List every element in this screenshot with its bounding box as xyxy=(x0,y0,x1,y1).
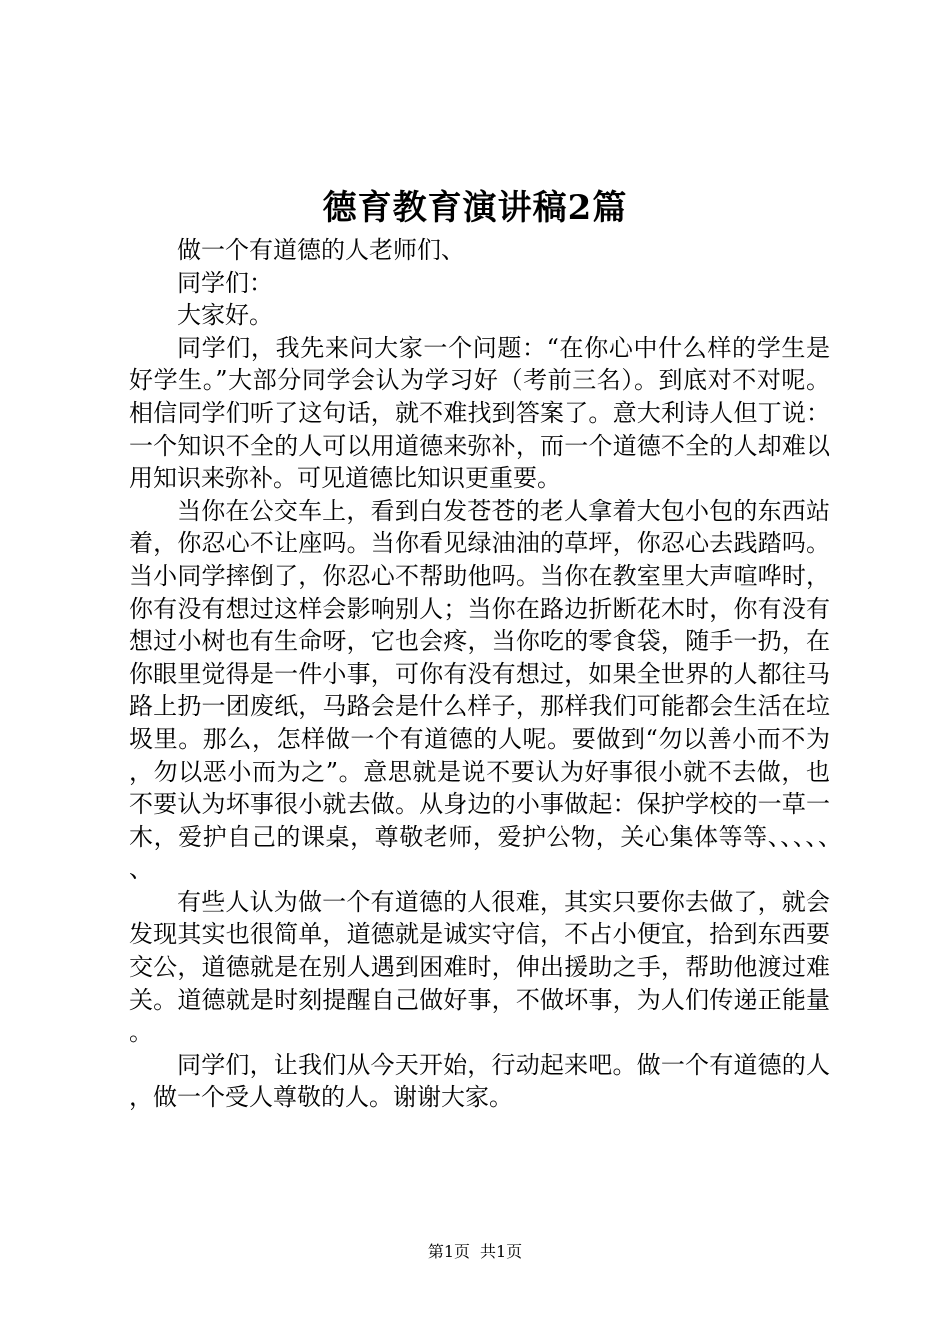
paragraph-greeting: 做一个有道德的人老师们、 xyxy=(177,236,465,264)
page-number: 第1页 xyxy=(427,1242,470,1261)
paragraph-examples: 当你在公交车上，看到白发苍苍的老人拿着大包小包的东西站着，你忍心不让座吗。当你看见绿油油的草坪，你忍心去践踏吗。当小同学摔倒了，你忍心不帮助他吗。当你在教室里大声喧哗时，你有没有想过这样会影响别人；当你在路边折断花木时，你有没有想过小树也有生命呀，它也会疼，当你吃的零食袋，随手一扔，在你眼里觉得是一件小事，可你有没有想过，如果全世界的人都往马路上扔一团废纸，马路会是什么样子，那样我们可能都会生活在垃圾里。那么，怎样做一个有道德的人呢。要做到“勿以善小而不为，勿以恶小而为之”。意思就是说不要认为好事很小就不去做，也不要认为坏事很小就去做。从身边的小事做起：保护学校的一草一木，爱护自己的课桌，尊敬老师，爱护公物，关心集体等等、、、、、、 xyxy=(129,496,830,884)
paragraph-hello: 大家好。 xyxy=(177,301,273,330)
document-body xyxy=(129,234,830,1114)
paragraph-closing: 同学们，让我们从今天开始，行动起来吧。做一个有道德的人，做一个受人尊敬的人。谢谢大家。 xyxy=(129,1050,830,1112)
paragraph-audience: 同学们： xyxy=(177,268,273,297)
page-total: 共1页 xyxy=(480,1242,523,1261)
paragraph-morality: 有些人认为做一个有道德的人很难，其实只要你去做了，就会发现其实也很简单，道德就是诚实守信，不占小便宜，拾到东西要交公，道德就是在别人遇到困难时，伸出援助之手，帮助他渡过难关。道德就是时刻提醒自己做好事，不做坏事，为人们传递正能量。 xyxy=(129,887,830,1047)
document-title: 德育教育演讲稿2篇 xyxy=(322,188,628,228)
page-footer xyxy=(0,1241,950,1263)
paragraph-question: 同学们，我先来问大家一个问题：“在你心中什么样的学生是好学生。”大部分同学会认为学习好（考前三名）。到底对不对呢。相信同学们听了这句话，就不难找到答案了。意大利诗人但丁说：一个知识不全的人可以用道德来弥补，而一个道德不全的人却难以用知识来弥补。可见道德比知识更重要。 xyxy=(129,333,830,493)
